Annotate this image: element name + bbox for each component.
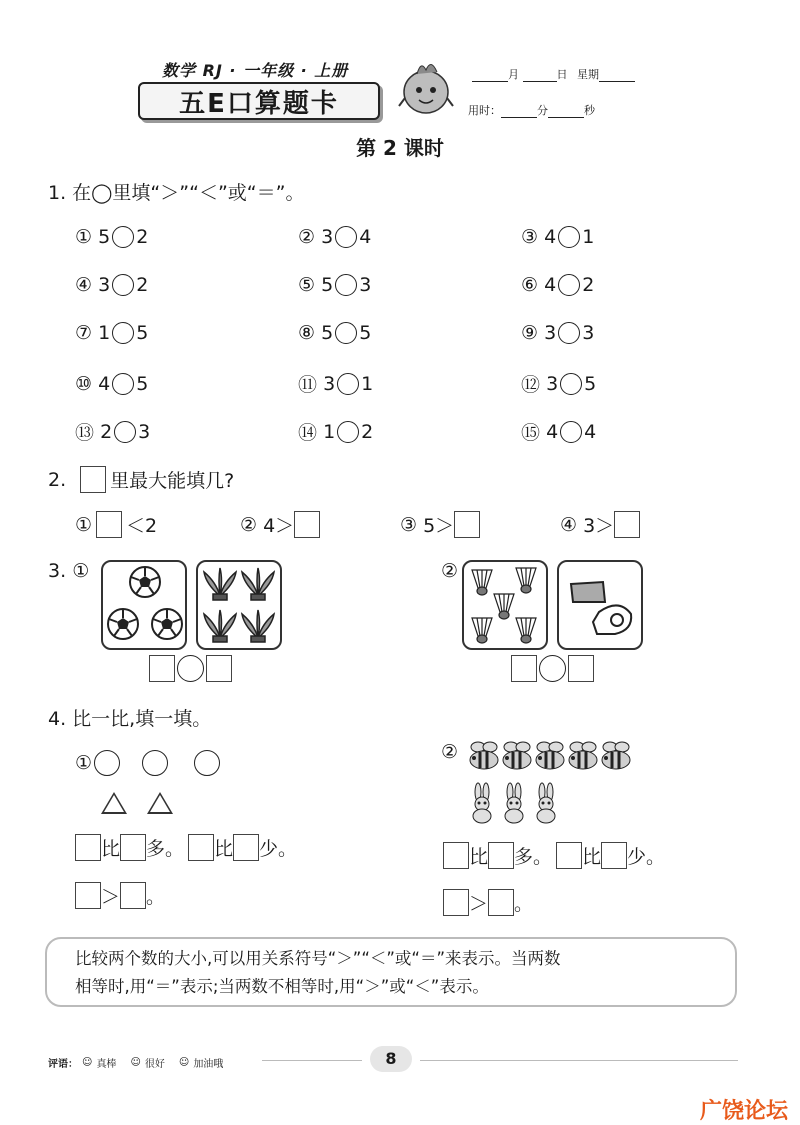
answer-circle[interactable] (112, 226, 134, 248)
q1-item: ⑤ 5 3 (298, 274, 372, 296)
q2-title: 2. 里最大能填几? (48, 466, 234, 493)
subject-line: 数学 RJ · 一年级 · 上册 (162, 61, 349, 80)
answer-box[interactable] (120, 834, 146, 861)
q1-item: ⑦ 1 5 (75, 322, 149, 344)
answer-box[interactable] (511, 655, 537, 682)
q2-item: ② 4＞ (240, 511, 400, 538)
q2-item: ① ＜2 (75, 511, 240, 538)
circle-shape (194, 750, 220, 776)
q1-item: ⑫ 3 5 (521, 372, 597, 396)
shuttlecock-picture (462, 560, 548, 650)
rabbit-icon (466, 782, 566, 824)
lesson-title: 第 2 课时 (356, 136, 444, 160)
answer-box[interactable] (188, 834, 214, 861)
q1-item: ⑭ 1 2 (298, 420, 374, 444)
q1-item: ⑨ 3 3 (521, 322, 595, 344)
tip-line: 比较两个数的大小,可以用关系符号“＞”“＜”或“＝”来表示。当两数 (75, 949, 561, 968)
cheer-face-icon: ☺ (178, 1057, 190, 1068)
answer-circle[interactable] (539, 655, 566, 682)
q2-row (75, 511, 680, 538)
plant-icon (198, 562, 280, 648)
answer-circle[interactable] (112, 373, 134, 395)
tip-line: 相等时,用“＝”表示;当两数不相等时,用“＞”或“＜”表示。 (75, 977, 489, 996)
footer-rule-left (262, 1060, 362, 1061)
answer-box[interactable] (80, 466, 106, 493)
answer-circle[interactable] (112, 322, 134, 344)
answer-box[interactable] (614, 511, 640, 538)
q1-row (75, 418, 744, 445)
triangle-shape (147, 792, 173, 814)
q1-item: ④ 3 2 (75, 274, 149, 296)
triangle-shape (101, 792, 127, 814)
circle-shape (142, 750, 168, 776)
q1-row (75, 226, 744, 248)
answer-box[interactable] (96, 511, 122, 538)
circle-shape (94, 750, 120, 776)
answer-circle[interactable] (558, 274, 580, 296)
answer-box[interactable] (294, 511, 320, 538)
answer-circle[interactable] (337, 373, 359, 395)
q4-title: 4. 比一比,填一填。 (48, 708, 212, 730)
answer-circle[interactable] (558, 322, 580, 344)
tip-box (45, 937, 737, 1007)
q1-title: 1. 在◯里填“＞”“＜”或“＝”。 (48, 182, 305, 204)
q4-part2-gt: ＞ 。 (443, 889, 533, 916)
q1-row (75, 370, 744, 397)
q1-item: ⑪ 3 1 (298, 372, 374, 396)
answer-circle[interactable] (335, 322, 357, 344)
q4-part2-num: ② (441, 741, 459, 763)
rating-row: 评语： ☺ 真棒 ☺ 很好 ☺ 加油哦 (48, 1057, 224, 1070)
q1-item: ① 5 2 (75, 226, 149, 248)
q4-part1-gt: ＞ 。 (75, 882, 165, 909)
q1-item: ③ 4 1 (521, 226, 595, 248)
q4-part2-compare: 比 多。 比 少。 (443, 842, 665, 869)
answer-circle[interactable] (560, 373, 582, 395)
q1-item: ⑥ 4 2 (521, 274, 595, 296)
q2-item: ④ 3＞ (560, 511, 680, 538)
answer-box[interactable] (120, 882, 146, 909)
mascot-icon (395, 50, 457, 120)
q3-part2-num: ② (441, 560, 459, 582)
answer-circle[interactable] (337, 421, 359, 443)
answer-circle[interactable] (558, 226, 580, 248)
answer-box[interactable] (601, 842, 627, 869)
q1-item: ⑩ 4 5 (75, 372, 149, 395)
shuttlecock-icon (464, 562, 546, 648)
q1-item: ② 3 4 (298, 226, 372, 248)
whistle-icon (559, 562, 641, 648)
q3-num: 3. ① (48, 560, 90, 582)
good-face-icon: ☺ (130, 1057, 141, 1068)
answer-box[interactable] (75, 882, 101, 909)
answer-box[interactable] (443, 889, 469, 916)
answer-box[interactable] (556, 842, 582, 869)
q4-part1-triangles (101, 792, 173, 818)
whistle-picture (557, 560, 643, 650)
answer-box[interactable] (488, 889, 514, 916)
bee-icon (468, 738, 638, 774)
answer-circle[interactable] (335, 226, 357, 248)
time-fields: 用时： 分 秒 (468, 104, 595, 117)
q2-item: ③ 5＞ (400, 511, 560, 538)
answer-box[interactable] (488, 842, 514, 869)
answer-box[interactable] (443, 842, 469, 869)
answer-box[interactable] (149, 655, 175, 682)
q1-row (75, 322, 744, 344)
answer-circle[interactable] (112, 274, 134, 296)
q3-answer-2 (511, 655, 594, 682)
answer-circle[interactable] (114, 421, 136, 443)
soccer-ball-picture (101, 560, 187, 650)
q1-item: ⑧ 5 5 (298, 322, 372, 344)
answer-box[interactable] (568, 655, 594, 682)
watermark-logo: 广饶论坛 (699, 1099, 788, 1124)
answer-circle[interactable] (177, 655, 204, 682)
answer-circle[interactable] (560, 421, 582, 443)
q3-answer-1 (149, 655, 232, 682)
answer-box[interactable] (206, 655, 232, 682)
answer-box[interactable] (75, 834, 101, 861)
title-banner: 五E口算题卡 (138, 82, 380, 120)
great-face-icon: ☺ (82, 1057, 93, 1068)
q1-row (75, 274, 744, 296)
q4-part1-compare: 比 多。 比 少。 (75, 834, 297, 861)
footer-rule-right (420, 1060, 738, 1061)
q1-item: ⑬ 2 3 (75, 420, 151, 444)
date-fields: 月 日 星期 (472, 66, 635, 82)
q4-part1-circles: ① (75, 750, 222, 776)
q1-item: ⑮ 4 4 (521, 420, 597, 444)
answer-circle[interactable] (335, 274, 357, 296)
page-number: 8 (370, 1046, 412, 1072)
soccer-ball-icon (103, 562, 185, 648)
plant-picture (196, 560, 282, 650)
answer-box[interactable] (233, 834, 259, 861)
answer-box[interactable] (454, 511, 480, 538)
